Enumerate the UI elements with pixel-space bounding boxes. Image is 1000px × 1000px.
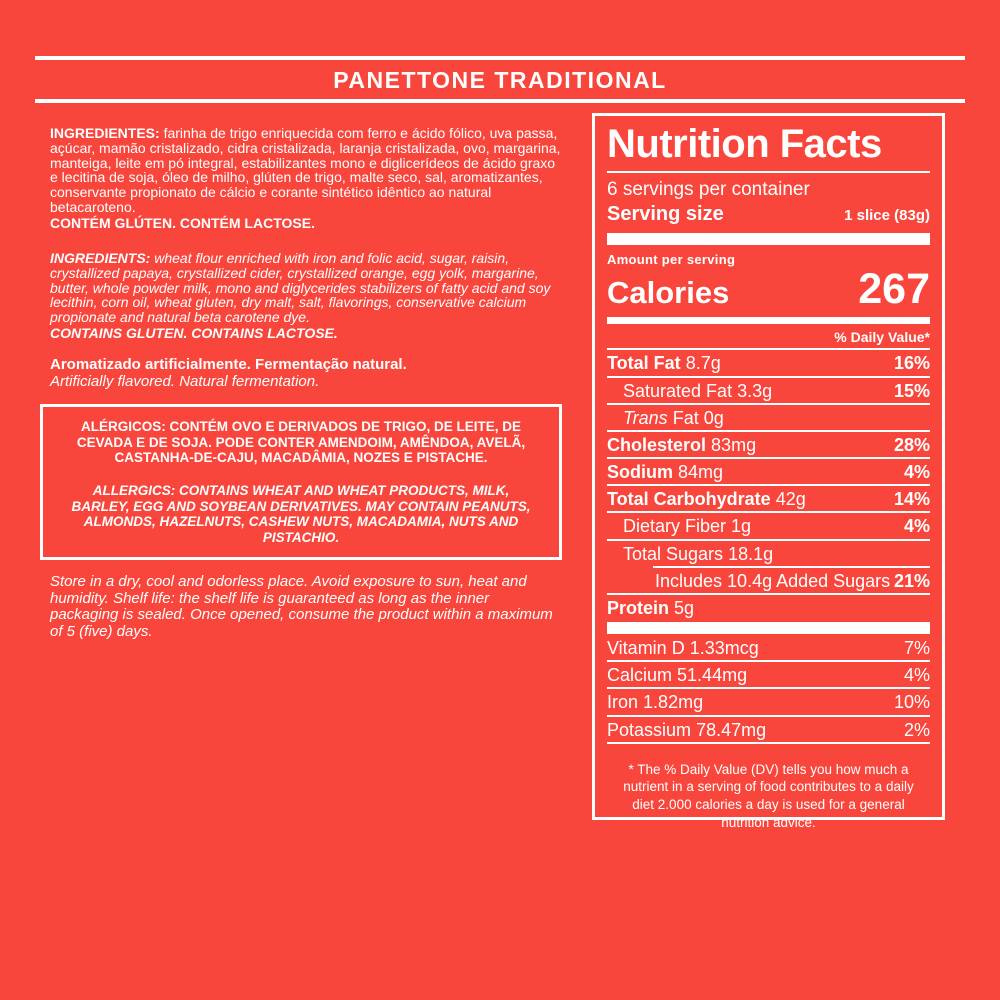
vitamin-name: Potassium [607, 719, 692, 740]
nutrient-amount: 18.1g [728, 543, 774, 564]
nutrient-name: Saturated Fat [623, 380, 733, 401]
nutrient-name: Trans [623, 407, 668, 428]
contains-pt: CONTÉM GLÚTEN. CONTÉM LACTOSE. [50, 214, 315, 231]
page-title: PANETTONE TRADITIONAL [333, 67, 667, 93]
nutrient-amount: 3.3g [737, 380, 773, 401]
header-rule-bottom [35, 99, 965, 103]
nutrient-row-protein [607, 595, 930, 620]
header-rule-top [35, 56, 965, 60]
nutrient-row-saturated-fat [607, 378, 930, 405]
vitamin-name: Vitamin D [607, 638, 685, 659]
ingredients-pt [50, 126, 565, 231]
thick-separator-bar [607, 233, 930, 245]
nutrient-row-trans-fat [607, 405, 930, 432]
vitamin-row-iron [607, 689, 930, 716]
vitamin-dv: 10% [893, 692, 930, 713]
nutrient-name: Total Fat [607, 353, 681, 374]
contains-en: CONTAINS GLUTEN. CONTAINS LACTOSE. [50, 324, 338, 341]
vitamin-amount: 1.33mcg [689, 638, 759, 659]
thick-separator-bar [607, 622, 930, 634]
calories-row [607, 264, 930, 313]
nutrient-row-total-sugars [607, 541, 930, 566]
nutrient-amount: Fat 0g [672, 407, 724, 428]
nutrient-name: Protein [607, 597, 670, 618]
daily-value-footnote: * The % Daily Value (DV) tells you how much a nutrient in a serving of food contributes to a daily diet 2.000 calories a day is used for a general nutrition advice. [623, 761, 914, 831]
vitamin-amount: 78.47mg [696, 719, 767, 740]
ingredients-pt-text: farinha de trigo enriquecida com ferro e ácido fólico, uva passa, açúcar, mamão cristalizado, cidra cristalizada, laranja cristalizada, ovo, margarina, manteiga, leite em pó integral, estabilizantes mono e diglicerídeos de ácido graxo e lecitina de soja, óleo de milho, glúten de trigo, malte seco, sal, aromatizantes, conservante propionato de cálcio e corante sintético idêntico ao natural betacaroteno. [50, 125, 561, 215]
nutrient-row-added-sugars [607, 568, 930, 595]
daily-value-header: % Daily Value* [607, 324, 930, 350]
nutrient-dv: 21% [893, 570, 930, 591]
nutrient-dv: 4% [903, 516, 930, 537]
medium-separator-bar [607, 317, 930, 324]
nutrient-row-cholesterol [607, 432, 930, 459]
vitamin-dv: 4% [903, 665, 930, 686]
nutrient-dv: 28% [893, 434, 930, 455]
nutrient-dv: 14% [893, 489, 930, 510]
nutrition-facts-title: Nutrition Facts [607, 122, 882, 166]
nutrient-dv: 16% [893, 353, 930, 374]
serving-size-value: 1 slice (83g) [844, 206, 930, 224]
serving-size-label: Serving size [607, 202, 724, 225]
nutrient-amount: 5g [674, 597, 695, 618]
ingredients-en-label: INGREDIENTS: [50, 250, 151, 266]
ingredients-en [50, 251, 565, 341]
flavor-en: Artificially flavored. Natural fermentation. [50, 372, 320, 390]
allergens-pt: ALÉRGICOS: CONTÉM OVO E DERIVADOS DE TRIGO, DE LEITE, DE CEVADA E DE SOJA. PODE CONTER AMENDOIM, AMÊNDOA, AVELÃ, CASTANHA-DE-CAJU, MACADÂMIA, NOZES E PISTACHE. [76, 419, 526, 465]
flavor-statements [50, 357, 565, 390]
servings-per-container: 6 servings per container [607, 178, 810, 200]
nutrition-facts-panel [592, 113, 945, 831]
nutrient-amount: 1g [731, 516, 752, 537]
nutrient-dv: 15% [893, 380, 930, 401]
title-rule [607, 171, 930, 173]
vitamin-name: Calcium [607, 665, 673, 686]
nutrient-amount: 42g [775, 489, 806, 510]
vitamin-row-potassium [607, 717, 930, 744]
nutrient-row-total-fat [607, 350, 930, 377]
vitamin-row-vitamin-d [607, 635, 930, 662]
serving-size-row [607, 203, 930, 226]
nutrient-name: Total Carbohydrate [607, 489, 771, 510]
nutrient-row-sodium [607, 459, 930, 486]
nutrient-row-total-carbohydrate [607, 486, 930, 513]
calories-label: Calories [607, 274, 730, 310]
vitamin-amount: 51.44mg [677, 665, 748, 686]
nutrient-name: Includes 10.4g Added Sugars [655, 570, 891, 591]
calories-value: 267 [858, 264, 930, 313]
nutrient-amount: 8.7g [685, 353, 721, 374]
vitamin-amount: 1.82mg [643, 692, 704, 713]
ingredients-pt-label: INGREDIENTES: [50, 125, 160, 141]
vitamin-dv: 7% [903, 638, 930, 659]
ingredients-en-text: wheat flour enriched with iron and folic acid, sugar, raisin, crystallized papaya, crystallized cider, crystallized orange, egg yolk, margarine, butter, whole powder milk, mono and diglycerides stabilizers of fatty acid and soy lecithin, corn oil, wheat gluten, dry malt, salt, flavorings, conservative calcium propionate and natural beta carotene dye. [50, 250, 551, 326]
amount-per-serving-label: Amount per serving [607, 251, 736, 267]
nutrient-name: Dietary Fiber [623, 516, 727, 537]
storage-instructions: Store in a dry, cool and odorless place. Avoid exposure to sun, heat and humidity. Shelf life: the shelf life is guaranteed as long as the inner packaging is sealed. Once opened, consume the product within a maximum of 5 (five) days. [50, 573, 553, 640]
vitamin-dv: 2% [903, 719, 930, 740]
nutrient-amount: 84mg [678, 462, 724, 483]
nutrient-amount: 83mg [711, 434, 757, 455]
nutrient-name: Total Sugars [623, 543, 724, 564]
flavor-pt: Aromatizado artificialmente. Fermentação natural. [50, 356, 407, 373]
vitamin-row-calcium [607, 662, 930, 689]
allergens-en: ALLERGICS: CONTAINS WHEAT AND WHEAT PRODUCTS, MILK, BARLEY, EGG AND SOYBEAN DERIVATIVES. MAY CONTAIN PEANUTS, ALMONDS, HAZELNUTS, CASHEW NUTS, MACADAMIA, NUTS AND PISTACHIO. [71, 483, 531, 545]
allergen-box [40, 404, 562, 560]
nutrient-row-dietary-fiber [607, 513, 930, 540]
nutrient-dv: 4% [903, 462, 930, 483]
nutrient-name: Sodium [607, 462, 673, 483]
vitamin-name: Iron [607, 692, 639, 713]
nutrient-name: Cholesterol [607, 434, 707, 455]
